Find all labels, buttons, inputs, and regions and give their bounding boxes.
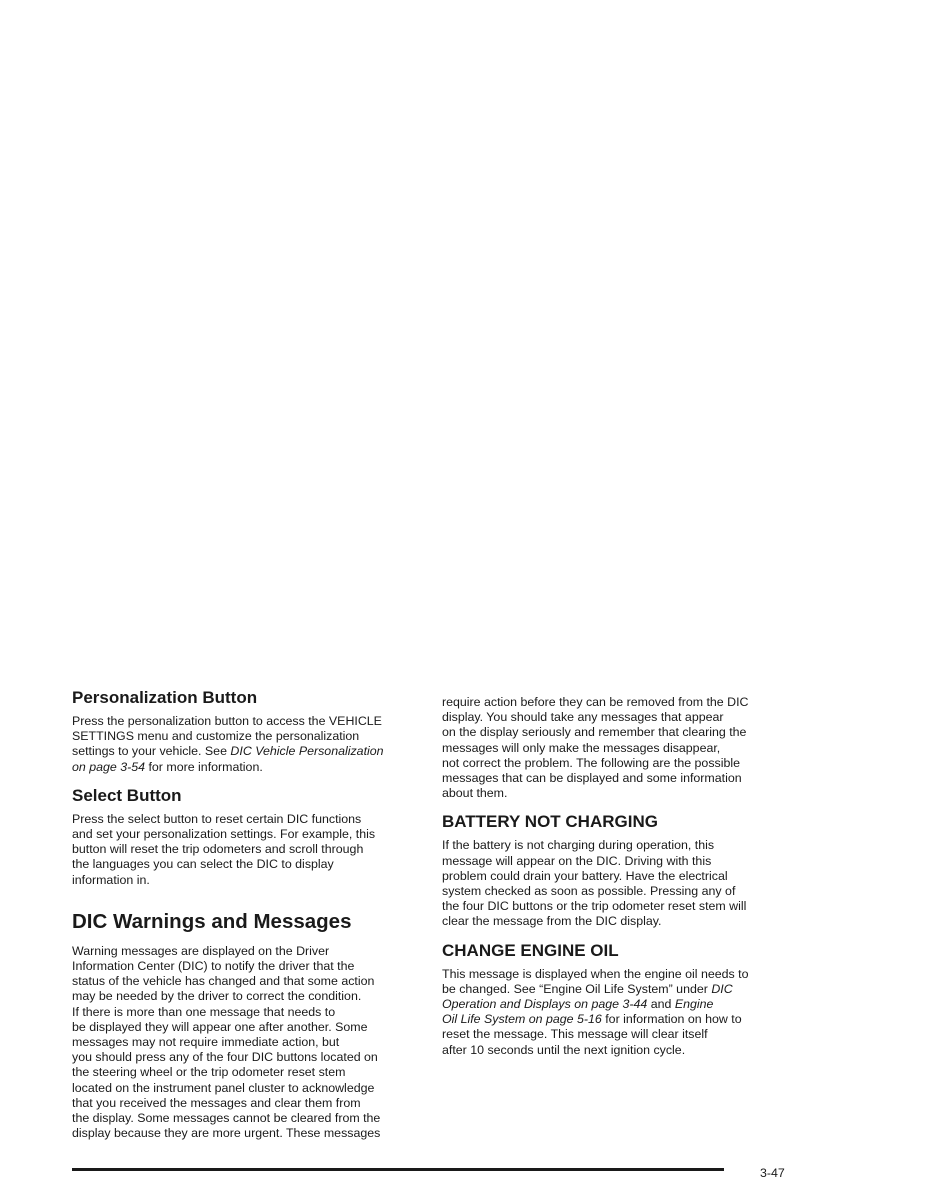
warnings-heading: DIC Warnings and Messages — [72, 909, 352, 933]
oil-heading: CHANGE ENGINE OIL — [442, 940, 619, 960]
personalization-link-cont[interactable]: on page 3-54 — [72, 759, 146, 774]
battery-heading: BATTERY NOT CHARGING — [442, 812, 658, 832]
dic-operation-link[interactable]: DIC — [711, 981, 733, 996]
continued-section — [442, 695, 790, 801]
oil-life-link[interactable]: Engine — [674, 997, 714, 1012]
oil-life-link-cont[interactable]: Oil Life System on page 5-16 — [442, 1012, 602, 1027]
personalization-heading: Personalization Button — [72, 688, 258, 707]
select-heading: Select Button — [72, 785, 182, 805]
personalization-text: Press the personalization button to access the VEHICLE SETTINGS menu and customize the personalization settings to your vehicle. See DIC Vehicle Personalization on page 3-54 for more information. — [72, 714, 384, 774]
left-column — [72, 688, 420, 1152]
oil-text: This message is displayed when the engine oil needs to be changed. See “Engine Oil Life System” under DIC Operation and Displays on page 3-44 and Engine Oil Life System on page 5-16 for information on how to reset the message. This message will clear itself after 10 seconds until the next ignition cycle. — [442, 966, 749, 1057]
dic-operation-link-cont[interactable]: Operation and Displays on page 3-44 — [442, 997, 648, 1012]
footer-rule — [72, 1168, 724, 1171]
battery-text: If the battery is not charging during operation, this message will appear on the DIC. Driving with this problem could drain your battery. Have the electrical system checked as soon as possible. Pressing any of the four DIC buttons or the trip odometer reset stem will clear the message from the DIC display. — [442, 838, 747, 929]
select-section — [72, 786, 420, 888]
page-number: 3-47 — [760, 1166, 785, 1180]
warnings-section — [72, 910, 420, 1142]
personalization-section — [72, 688, 420, 775]
warnings-text: Warning messages are displayed on the Driver Information Center (DIC) to notify the driver that the status of the vehicle has changed and that some action may be needed by the driver to correct the condition. If there is more than one message that needs to be displayed they will appear one after another. Some messages may not require immediate action, but you should press any of the four DIC buttons located on the steering wheel or the trip odometer reset stem located on the instrument panel cluster to acknowledge that you received the messages and clear them from the display. Some messages cannot be cleared from the display because they are more urgent. These messages — [72, 943, 381, 1141]
continued-text: require action before they can be removed from the DIC display. You should take any messages that appear on the display seriously and remember that clearing the messages will only make the messages disappear, not correct the problem. The following are the possible messages that can be displayed and some information about them. — [442, 695, 749, 801]
select-text: Press the select button to reset certain DIC functions and set your personalization settings. For example, this button will reset the trip odometers and scroll through the languages you can select the DIC to display information in. — [72, 811, 376, 887]
personalization-link[interactable]: DIC Vehicle Personalization — [230, 744, 384, 759]
right-column — [442, 695, 790, 1069]
oil-section — [442, 941, 790, 1058]
battery-section — [442, 812, 790, 929]
